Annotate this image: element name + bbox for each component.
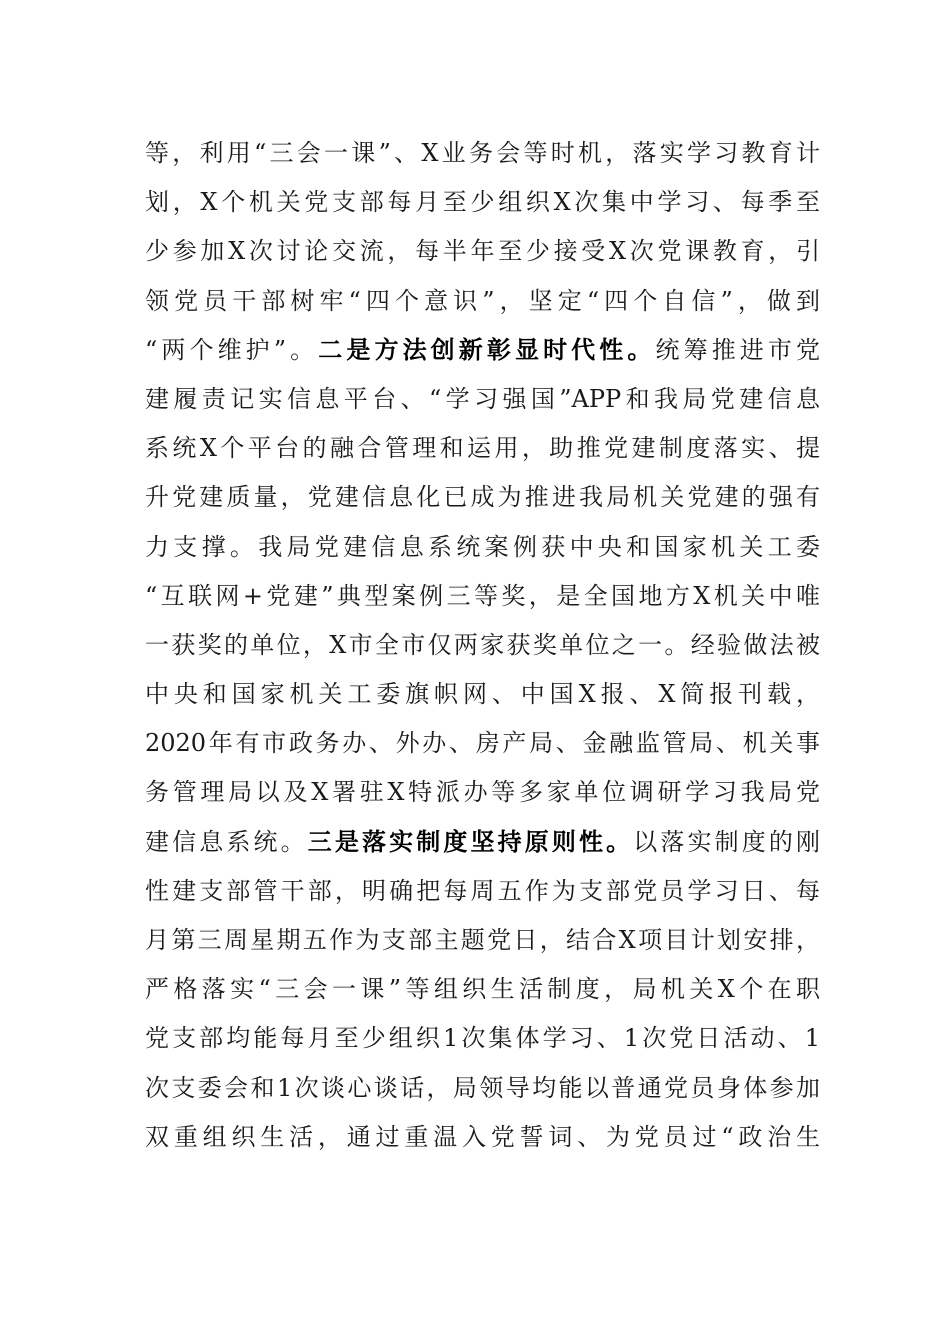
text-run: 建信息系统。 (145, 827, 308, 856)
text-line (145, 375, 820, 424)
text-run: 力支撑。我局党建信息系统案例获中央和国家机关工委 (145, 532, 820, 561)
text-line (145, 326, 820, 375)
text-run: 务管理局以及X署驻X特派办等多家单位调研学习我局党 (145, 778, 820, 807)
text-run: 次支委会和1次谈心谈话，局领导均能以普通党员身体参加 (145, 1073, 820, 1102)
text-run: 升党建质量，党建信息化已成为推进我局机关党建的强有 (145, 483, 820, 512)
text-line (145, 424, 820, 473)
text-run: 中央和国家机关工委旗帜网、中国X报、X简报刊载， (145, 680, 820, 709)
text-line (145, 670, 820, 719)
text-run: 性建支部管干部，明确把每周五作为支部党员学习日、每 (145, 876, 820, 905)
text-run: 划，X个机关党支部每月至少组织X次集中学习、每季至 (145, 188, 820, 217)
text-run: 等，利用“三会一课”、X业务会等时机，落实学习教育计 (145, 139, 820, 167)
text-line (145, 916, 820, 965)
text-line (145, 1113, 820, 1162)
text-line (145, 178, 820, 227)
text-line (145, 818, 820, 867)
text-line (145, 621, 820, 670)
text-run: 2020年有市政务办、外办、房产局、金融监管局、机关事 (145, 729, 820, 758)
text-run: 党支部均能每月至少组织1次集体学习、1次党日活动、1 (145, 1024, 820, 1053)
text-run: “互联网+党建”典型案例三等奖，是全国地方X机关中唯 (145, 581, 820, 610)
text-line (145, 572, 820, 621)
text-run: 以落实制度的刚 (633, 827, 820, 856)
text-line (145, 277, 820, 326)
text-line (145, 1014, 820, 1063)
text-line (145, 129, 820, 178)
text-line (145, 965, 820, 1014)
text-line (145, 473, 820, 522)
text-run: 领党员干部树牢“四个意识”，坚定“四个自信”，做到 (145, 286, 820, 315)
bold-heading-phrase: 二是方法创新彰显时代性。 (318, 335, 656, 364)
text-run: 少参加X次讨论交流，每半年至少接受X次党课教育，引 (145, 237, 820, 266)
text-run: 一获奖的单位，X市全市仅两家获奖单位之一。经验做法被 (145, 630, 820, 659)
text-run: 双重组织生活，通过重温入党誓词、为党员过“政治生 (145, 1122, 820, 1151)
text-run: 统筹推进市党 (655, 335, 821, 364)
text-line (145, 768, 820, 817)
text-line (145, 719, 820, 768)
text-line (145, 227, 820, 276)
text-run: 系统X个平台的融合管理和运用，助推党建制度落实、提 (145, 434, 820, 463)
bold-heading-phrase: 三是落实制度坚持原则性。 (307, 827, 634, 856)
text-run: 建履责记实信息平台、“学习强国”APP和我局党建信息 (145, 384, 820, 413)
text-run: “两个维护”。 (145, 335, 319, 364)
body-text (145, 129, 820, 1162)
text-line (145, 523, 820, 572)
text-run: 严格落实“三会一课”等组织生活制度，局机关X个在职 (145, 975, 820, 1004)
text-run: 月第三周星期五作为支部主题党日，结合X项目计划安排， (145, 926, 820, 954)
text-line (145, 867, 820, 916)
text-line (145, 1064, 820, 1113)
